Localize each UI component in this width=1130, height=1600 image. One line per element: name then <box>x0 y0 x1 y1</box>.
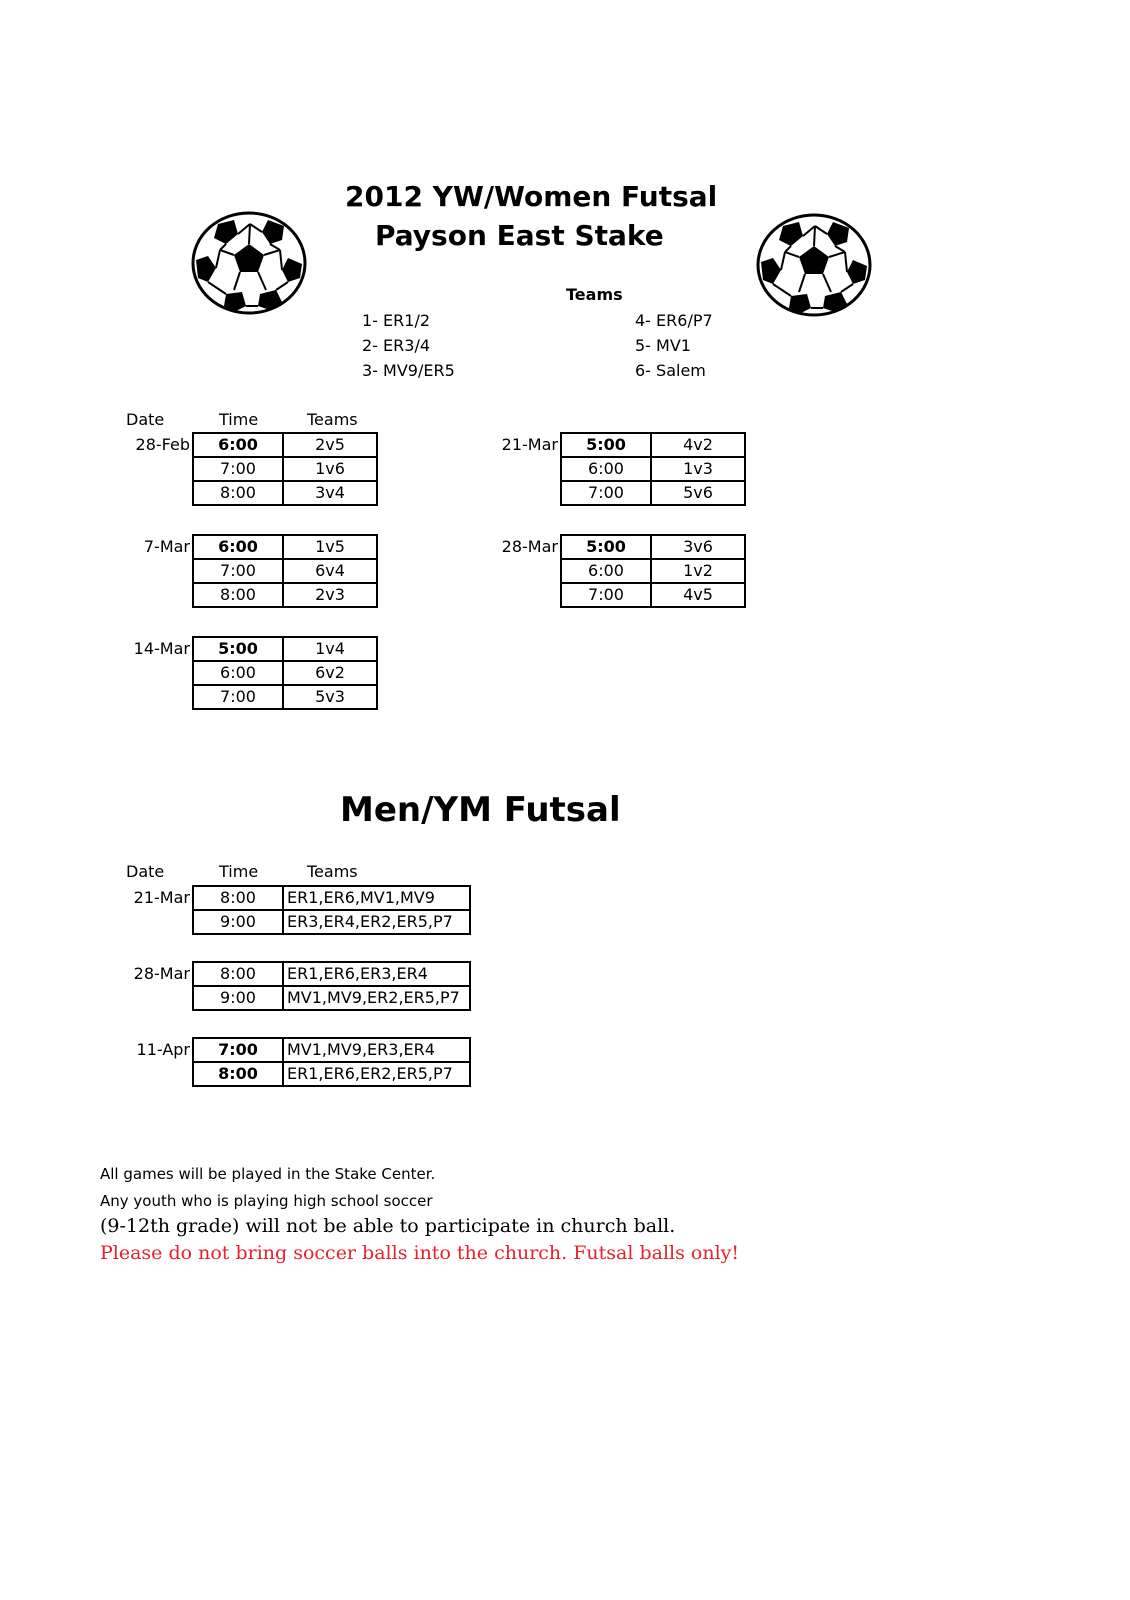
game-match: 4v2 <box>651 433 745 457</box>
column-header-teams: Teams <box>307 862 358 881</box>
game-date: 28-Feb <box>135 435 190 454</box>
game-match: 1v3 <box>651 457 745 481</box>
game-date: 21-Mar <box>501 435 558 454</box>
teams-heading: Teams <box>566 285 623 304</box>
table-row <box>193 481 377 505</box>
game-time: 8:00 <box>193 1062 283 1086</box>
game-time: 5:00 <box>561 433 651 457</box>
men-section-title: Men/YM Futsal <box>340 790 621 830</box>
game-time: 6:00 <box>193 433 283 457</box>
schedule-table <box>192 534 378 608</box>
game-time: 9:00 <box>193 986 283 1010</box>
game-match: 2v3 <box>283 583 377 607</box>
column-header-teams: Teams <box>307 410 358 429</box>
game-time: 7:00 <box>193 559 283 583</box>
game-time: 8:00 <box>193 481 283 505</box>
game-match: 1v2 <box>651 559 745 583</box>
column-header-time: Time <box>219 862 259 881</box>
game-match: 3v6 <box>651 535 745 559</box>
table-row <box>193 457 377 481</box>
table-row <box>561 433 745 457</box>
game-match: 6v2 <box>283 661 377 685</box>
table-row <box>193 1062 470 1086</box>
note-eligibility: Any youth who is playing high school soccer <box>100 1192 433 1210</box>
table-row <box>561 535 745 559</box>
schedule-table <box>192 961 471 1011</box>
team-item: 6- Salem <box>635 361 706 380</box>
page-title: 2012 YW/Women Futsal <box>345 180 718 213</box>
table-row <box>561 583 745 607</box>
game-time: 8:00 <box>193 583 283 607</box>
game-time: 6:00 <box>561 559 651 583</box>
soccer-ball-icon <box>190 210 308 316</box>
soccer-ball-icon <box>755 212 873 318</box>
game-date: 21-Mar <box>133 888 190 907</box>
team-item: 4- ER6/P7 <box>635 311 713 330</box>
schedule-table <box>560 432 746 506</box>
schedule-table <box>192 885 471 935</box>
game-time: 7:00 <box>193 457 283 481</box>
table-row <box>193 661 377 685</box>
game-time: 6:00 <box>561 457 651 481</box>
column-header-date: Date <box>126 410 165 429</box>
team-item: 1- ER1/2 <box>362 311 431 330</box>
game-match: 1v4 <box>283 637 377 661</box>
game-teams: ER1,ER6,MV1,MV9 <box>283 886 470 910</box>
game-match: 6v4 <box>283 559 377 583</box>
column-header-date: Date <box>126 862 165 881</box>
game-time: 7:00 <box>561 583 651 607</box>
game-teams: ER1,ER6,ER3,ER4 <box>283 962 470 986</box>
game-teams: ER1,ER6,ER2,ER5,P7 <box>283 1062 470 1086</box>
table-row <box>193 637 377 661</box>
schedule-table <box>192 636 378 710</box>
column-header-time: Time <box>219 410 259 429</box>
game-time: 6:00 <box>193 535 283 559</box>
table-row <box>193 583 377 607</box>
note-eligibility-continued: (9-12th grade) will not be able to participate in church ball. <box>100 1215 676 1237</box>
game-date: 14-Mar <box>133 639 190 658</box>
team-item: 5- MV1 <box>635 336 691 355</box>
game-match: 4v5 <box>651 583 745 607</box>
table-row <box>193 986 470 1010</box>
table-row <box>561 457 745 481</box>
game-date: 28-Mar <box>501 537 558 556</box>
schedule-table <box>192 432 378 506</box>
game-time: 8:00 <box>193 962 283 986</box>
teams-list-left <box>362 308 455 383</box>
table-row <box>193 962 470 986</box>
table-row <box>561 559 745 583</box>
page-subtitle: Payson East Stake <box>375 219 664 252</box>
table-row <box>193 910 470 934</box>
game-time: 9:00 <box>193 910 283 934</box>
game-time: 8:00 <box>193 886 283 910</box>
game-date: 7-Mar <box>143 537 190 556</box>
note-warning: Please do not bring soccer balls into the church. Futsal balls only! <box>100 1242 740 1264</box>
game-time: 6:00 <box>193 661 283 685</box>
schedule-table <box>560 534 746 608</box>
game-time: 7:00 <box>193 1038 283 1062</box>
table-row <box>193 685 377 709</box>
table-row <box>193 433 377 457</box>
table-row <box>193 886 470 910</box>
game-date: 28-Mar <box>133 964 190 983</box>
table-row <box>193 535 377 559</box>
game-match: 2v5 <box>283 433 377 457</box>
table-row <box>193 1038 470 1062</box>
table-row <box>193 559 377 583</box>
team-item: 3- MV9/ER5 <box>362 361 455 380</box>
note-location: All games will be played in the Stake Center. <box>100 1165 436 1183</box>
game-match: 3v4 <box>283 481 377 505</box>
game-teams: ER3,ER4,ER2,ER5,P7 <box>283 910 470 934</box>
teams-list-right <box>635 308 713 383</box>
game-time: 7:00 <box>561 481 651 505</box>
game-teams: MV1,MV9,ER2,ER5,P7 <box>283 986 470 1010</box>
game-match: 1v6 <box>283 457 377 481</box>
game-match: 5v6 <box>651 481 745 505</box>
game-match: 1v5 <box>283 535 377 559</box>
table-row <box>561 481 745 505</box>
game-match: 5v3 <box>283 685 377 709</box>
game-teams: MV1,MV9,ER3,ER4 <box>283 1038 470 1062</box>
team-item: 2- ER3/4 <box>362 336 431 355</box>
game-time: 5:00 <box>561 535 651 559</box>
schedule-table <box>192 1037 471 1087</box>
game-date: 11-Apr <box>136 1040 190 1059</box>
game-time: 7:00 <box>193 685 283 709</box>
game-time: 5:00 <box>193 637 283 661</box>
